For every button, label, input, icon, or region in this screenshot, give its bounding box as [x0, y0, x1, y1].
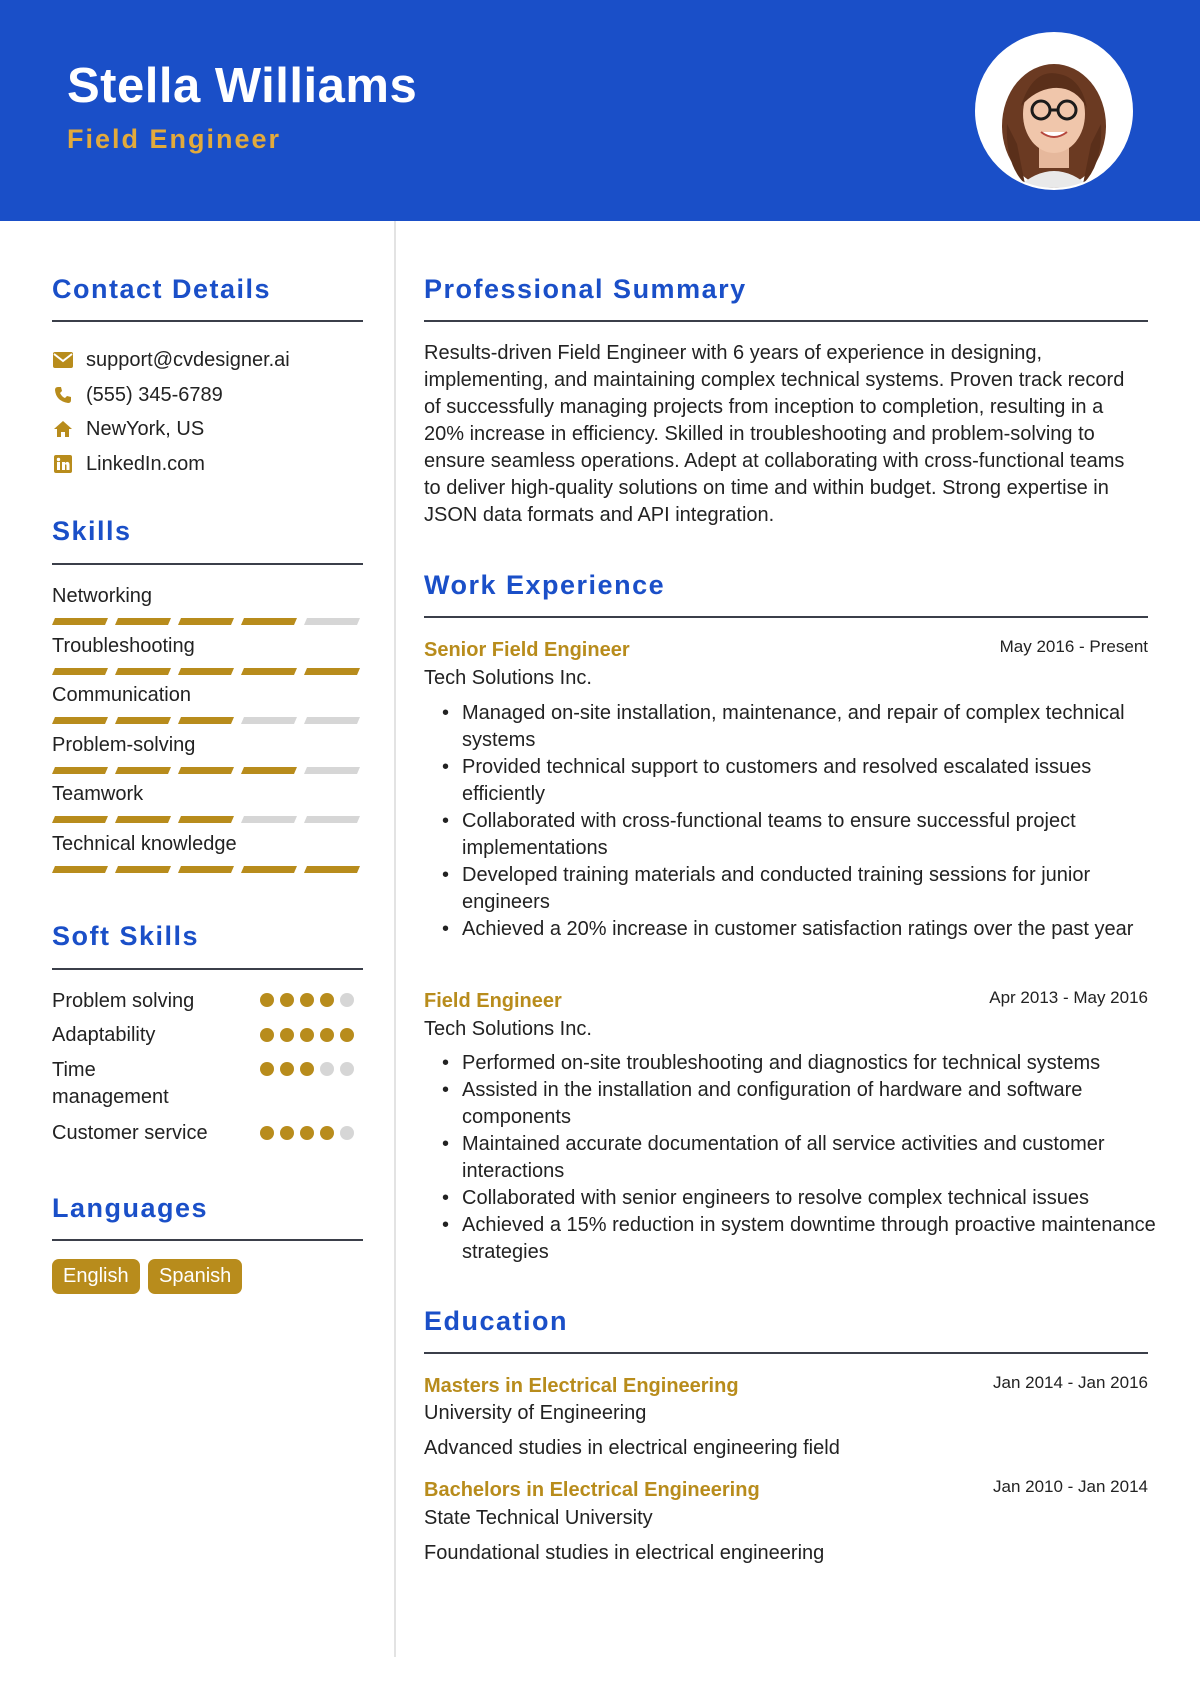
job-title: Field Engineer — [424, 990, 562, 1012]
soft-skill-dots — [260, 1028, 354, 1042]
job-date: Apr 2013 - May 2016 — [989, 988, 1148, 1007]
envelope-icon — [52, 349, 74, 371]
skill-bar-segment-filled — [178, 767, 234, 774]
soft-skill-dots — [260, 1126, 354, 1140]
skill-bar-segment-filled — [115, 866, 171, 873]
skill-bar-segment-filled — [52, 717, 108, 724]
soft-skill-name: Problem solving — [52, 990, 195, 1012]
skill-bar — [52, 866, 362, 873]
skill-bar-segment-empty — [241, 717, 297, 724]
education-section-title: Education — [424, 1306, 569, 1336]
contact-location — [52, 417, 204, 441]
profile-photo — [975, 32, 1133, 190]
skill-bar — [52, 618, 362, 625]
skill-bar-segment-filled — [115, 717, 171, 724]
job-title: Senior Field Engineer — [424, 639, 630, 661]
language-tag: English — [52, 1259, 140, 1294]
skill-bar-segment-empty — [241, 816, 297, 823]
phone-icon — [52, 384, 74, 406]
contact-linkedin[interactable] — [52, 452, 205, 476]
candidate-name: Stella Williams — [67, 59, 418, 113]
language-tag: Spanish — [148, 1259, 242, 1294]
skill-bar — [52, 816, 362, 823]
job-bullets — [440, 1050, 1172, 1266]
skill-bar-segment-filled — [52, 866, 108, 873]
skill-bar-segment-filled — [115, 767, 171, 774]
home-icon — [52, 418, 74, 440]
header-banner — [0, 0, 1200, 221]
rating-dot-filled — [300, 993, 314, 1007]
skill-name: Troubleshooting — [52, 635, 195, 657]
skill-name: Communication — [52, 684, 191, 706]
job-bullet: • Provided technical support to customers and resolved escalated issues efficiently — [462, 754, 1172, 808]
soft-skill-name: Time management — [52, 1059, 169, 1108]
rating-dot-empty — [340, 993, 354, 1007]
column-divider — [394, 221, 396, 1657]
school-name: State Technical University — [424, 1507, 653, 1529]
job-bullet: • Developed training materials and conducted training sessions for junior engineers — [462, 862, 1172, 916]
skill-bar-segment-filled — [241, 618, 297, 625]
rating-dot-filled — [260, 1062, 274, 1076]
rating-dot-filled — [260, 993, 274, 1007]
rating-dot-empty — [340, 1126, 354, 1140]
summary-text: Results-driven Field Engineer with 6 years of experience in designing, implementing, and maintaining complex technical systems. Proven track record of successfully managing projects from inception to completion, resulting in a 20% increase in efficiency. Skilled in troubleshooting and problem-solving to ensure seamless operations. Adept at collaborating with cross-functional teams to deliver high-quality solutions on time and within budget. Strong expertise in JSON data formats and API integration. — [424, 342, 1125, 526]
degree-description: Advanced studies in electrical engineering field — [424, 1437, 840, 1459]
contact-section-title: Contact Details — [52, 274, 272, 304]
rating-dot-filled — [340, 1028, 354, 1042]
summary-section-title: Professional Summary — [424, 274, 747, 304]
skill-bar-segment-filled — [241, 767, 297, 774]
skill-bar-segment-filled — [52, 618, 108, 625]
skill-bar-segment-filled — [304, 866, 360, 873]
degree-description: Foundational studies in electrical engineering — [424, 1542, 825, 1564]
skill-bar-segment-filled — [52, 816, 108, 823]
soft-skill-dots — [260, 1062, 354, 1076]
job-bullet: • Maintained accurate documentation of all service activities and customer interactions — [462, 1131, 1172, 1185]
skill-bar-segment-filled — [178, 816, 234, 823]
rating-dot-empty — [320, 1062, 334, 1076]
experience-section-title: Work Experience — [424, 570, 666, 600]
skill-bar-segment-filled — [241, 866, 297, 873]
soft-skills-rule — [52, 968, 363, 970]
rating-dot-filled — [280, 1028, 294, 1042]
contact-phone-text: (555) 345-6789 — [86, 383, 223, 406]
degree-title: Bachelors in Electrical Engineering — [424, 1479, 760, 1501]
languages-section-title: Languages — [52, 1193, 209, 1223]
experience-rule — [424, 616, 1148, 618]
soft-skill-name: Customer service — [52, 1122, 208, 1144]
degree-date: Jan 2014 - Jan 2016 — [992, 1373, 1148, 1392]
skill-name: Problem-solving — [52, 734, 196, 756]
skill-bar-segment-filled — [178, 866, 234, 873]
contact-linkedin-text: LinkedIn.com — [86, 452, 205, 475]
job-bullet: • Collaborated with senior engineers to resolve complex technical issues — [462, 1185, 1172, 1212]
contact-email[interactable] — [52, 348, 290, 372]
job-bullet: • Collaborated with cross-functional teams to ensure successful project implementations — [462, 808, 1172, 862]
rating-dot-filled — [260, 1126, 274, 1140]
skill-bar — [52, 668, 362, 675]
skill-bar-segment-filled — [304, 668, 360, 675]
linkedin-icon — [52, 453, 74, 475]
rating-dot-filled — [300, 1062, 314, 1076]
skill-name: Networking — [52, 585, 153, 607]
rating-dot-filled — [300, 1126, 314, 1140]
contact-phone[interactable] — [52, 383, 223, 407]
rating-dot-filled — [320, 1028, 334, 1042]
skill-bar-segment-filled — [178, 618, 234, 625]
job-company: Tech Solutions Inc. — [424, 1018, 592, 1040]
skill-bar-segment-empty — [304, 717, 360, 724]
rating-dot-filled — [320, 1126, 334, 1140]
skill-bar-segment-filled — [52, 767, 108, 774]
skill-bar-segment-empty — [304, 816, 360, 823]
job-date: May 2016 - Present — [999, 637, 1148, 656]
soft-skills-section-title: Soft Skills — [52, 921, 200, 951]
skill-bar-segment-filled — [115, 668, 171, 675]
rating-dot-empty — [340, 1062, 354, 1076]
job-bullet: • Managed on-site installation, maintenance, and repair of complex technical systems — [462, 700, 1172, 754]
skill-bar-segment-filled — [178, 717, 234, 724]
skill-bar — [52, 767, 362, 774]
languages-rule — [52, 1239, 363, 1241]
skill-name: Teamwork — [52, 783, 144, 805]
degree-date: Jan 2010 - Jan 2014 — [992, 1477, 1148, 1496]
skill-bar-segment-empty — [304, 618, 360, 625]
skill-bar-segment-empty — [304, 767, 360, 774]
skill-bar-segment-filled — [178, 668, 234, 675]
school-name: University of Engineering — [424, 1402, 647, 1424]
contact-rule — [52, 320, 363, 322]
skill-name: Technical knowledge — [52, 833, 237, 855]
skill-bar-segment-filled — [241, 668, 297, 675]
rating-dot-filled — [280, 1126, 294, 1140]
rating-dot-filled — [280, 993, 294, 1007]
skill-bar — [52, 717, 362, 724]
rating-dot-filled — [260, 1028, 274, 1042]
rating-dot-filled — [300, 1028, 314, 1042]
soft-skill-name: Adaptability — [52, 1024, 156, 1046]
rating-dot-filled — [280, 1062, 294, 1076]
candidate-role: Field Engineer — [67, 124, 282, 154]
rating-dot-filled — [320, 993, 334, 1007]
education-rule — [424, 1352, 1148, 1354]
degree-title: Masters in Electrical Engineering — [424, 1375, 739, 1397]
job-bullet: • Achieved a 15% reduction in system downtime through proactive maintenance strategies — [462, 1212, 1172, 1266]
contact-location-text: NewYork, US — [86, 417, 205, 440]
job-bullet: • Achieved a 20% increase in customer satisfaction ratings over the past year — [462, 916, 1172, 943]
soft-skill-dots — [260, 993, 354, 1007]
job-bullet: • Performed on-site troubleshooting and diagnostics for technical systems — [462, 1050, 1172, 1077]
job-bullets — [440, 700, 1172, 943]
skill-bar-segment-filled — [52, 668, 108, 675]
skills-rule — [52, 563, 363, 565]
job-company: Tech Solutions Inc. — [424, 667, 592, 689]
contact-email-text: support@cvdesigner.ai — [86, 348, 290, 371]
summary-rule — [424, 320, 1148, 322]
skill-bar-segment-filled — [115, 816, 171, 823]
skills-section-title: Skills — [52, 516, 132, 546]
skill-bar-segment-filled — [115, 618, 171, 625]
job-bullet: • Assisted in the installation and configuration of hardware and software components — [462, 1077, 1172, 1131]
